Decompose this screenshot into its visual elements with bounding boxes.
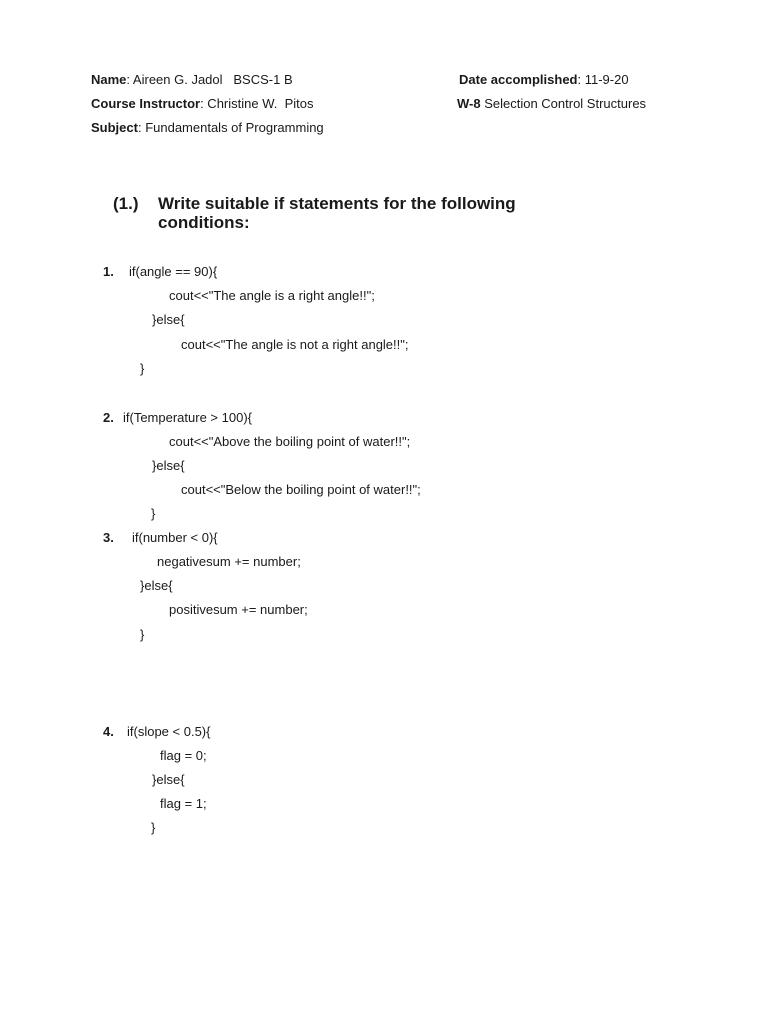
name-value: : Aireen G. Jadol BSCS-1 B xyxy=(126,72,293,87)
week-line xyxy=(457,96,646,112)
date-label: Date accomplished xyxy=(459,72,578,87)
code-line: if(Temperature > 100){ xyxy=(123,410,252,425)
code-line: if(angle == 90){ xyxy=(129,264,218,279)
instructor-label: Course Instructor xyxy=(91,96,201,111)
answer-2-number: 2. xyxy=(103,410,114,425)
code-line: } xyxy=(151,820,156,835)
question-number: (1.) xyxy=(113,194,139,213)
code-line: }else{ xyxy=(152,772,185,787)
code-line: if(slope < 0.5){ xyxy=(127,724,211,739)
answer-1-number: 1. xyxy=(103,264,114,279)
question-line-1: Write suitable if statements for the following xyxy=(158,194,516,213)
code-line: negativesum += number; xyxy=(157,554,301,569)
subject-line xyxy=(91,120,324,136)
question-line-2: conditions: xyxy=(158,213,250,232)
instructor-line xyxy=(91,96,314,112)
code-line: }else{ xyxy=(152,312,185,327)
code-line: cout<<"Above the boiling point of water!!"; xyxy=(169,434,411,449)
date-value: : 11-9-20 xyxy=(577,72,629,87)
week-label: W-8 xyxy=(457,96,481,111)
answer-4-number: 4. xyxy=(103,724,114,739)
code-line: } xyxy=(140,627,145,642)
code-line: positivesum += number; xyxy=(169,602,308,617)
code-line: cout<<"Below the boiling point of water!!"; xyxy=(181,482,421,497)
answer-3-number: 3. xyxy=(103,530,114,545)
code-line: } xyxy=(151,506,156,521)
subject-label: Subject xyxy=(91,120,138,135)
code-line: if(number < 0){ xyxy=(132,530,218,545)
week-value: Selection Control Structures xyxy=(480,96,647,111)
subject-value: : Fundamentals of Programming xyxy=(137,120,324,135)
name-label: Name xyxy=(91,72,127,87)
name-line xyxy=(91,72,293,88)
code-line: }else{ xyxy=(152,458,185,473)
code-line: flag = 0; xyxy=(160,748,207,763)
code-line: }else{ xyxy=(140,578,173,593)
code-line: } xyxy=(140,361,145,376)
date-line xyxy=(459,72,629,88)
code-line: cout<<"The angle is a right angle!!"; xyxy=(169,288,375,303)
code-line: flag = 1; xyxy=(160,796,207,811)
instructor-value: : Christine W. Pitos xyxy=(200,96,314,111)
code-line: cout<<"The angle is not a right angle!!"; xyxy=(181,337,409,352)
